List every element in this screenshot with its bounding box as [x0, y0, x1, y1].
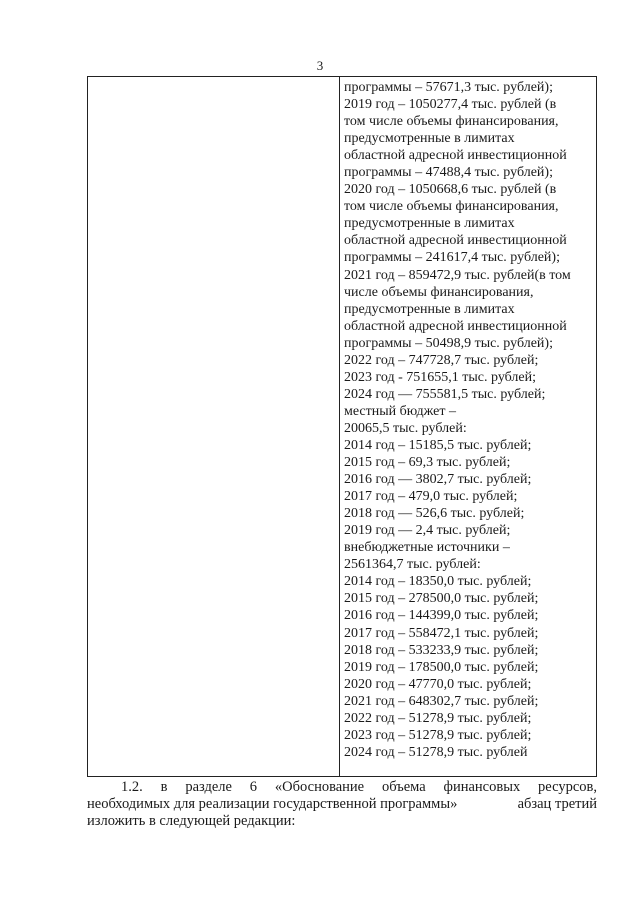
table-line: областной адресной инвестиционной: [344, 233, 567, 249]
paragraph-line-2-text: необходимых для реализации государственной программы»: [87, 796, 458, 812]
table-line: 2021 год – 859472,9 тыс. рублей(в том: [344, 267, 571, 283]
table-line: 20065,5 тыс. рублей:: [344, 420, 467, 436]
table-line: 2019 год — 2,4 тыс. рублей;: [344, 523, 511, 539]
table-line: 2561364,7 тыс. рублей:: [344, 557, 481, 573]
paragraph-1-2: [87, 779, 597, 796]
table-line: областной адресной инвестиционной: [344, 318, 567, 334]
table-line: 2017 год – 558472,1 тыс. рублей;: [344, 625, 539, 641]
table-line: 2017 год – 479,0 тыс. рублей;: [344, 489, 518, 505]
table-right-cell: [344, 79, 596, 761]
table-line: программы – 241617,4 тыс. рублей);: [344, 250, 560, 266]
table-line: 2015 год – 278500,0 тыс. рублей;: [344, 591, 539, 607]
table-line: 2022 год – 51278,9 тыс. рублей;: [344, 710, 532, 726]
table-line: 2018 год – 533233,9 тыс. рублей;: [344, 642, 539, 658]
paragraph-line-2: [87, 796, 597, 813]
table-line: 2019 год – 1050277,4 тыс. рублей (в: [344, 97, 557, 113]
table-line: 2022 год – 747728,7 тыс. рублей;: [344, 352, 539, 368]
table-line: 2014 год – 18350,0 тыс. рублей;: [344, 574, 532, 590]
table-line: числе объемы финансирования,: [344, 284, 534, 300]
table-line: 2014 год – 15185,5 тыс. рублей;: [344, 437, 532, 453]
table-line: 2020 год – 47770,0 тыс. рублей;: [344, 676, 532, 692]
table-line: 2016 год — 3802,7 тыс. рублей;: [344, 472, 532, 488]
table-line: 2016 год – 144399,0 тыс. рублей;: [344, 608, 539, 624]
table-line: том числе объемы финансирования,: [344, 199, 559, 215]
table-line: внебюджетные источники –: [344, 540, 510, 556]
table-line: 2015 год – 69,3 тыс. рублей;: [344, 455, 511, 471]
table-line: 2019 год – 178500,0 тыс. рублей;: [344, 659, 539, 675]
table-line: программы – 57671,3 тыс. рублей);: [344, 80, 553, 95]
table-line: программы – 47488,4 тыс. рублей);: [344, 165, 553, 181]
table-line: 2021 год – 648302,7 тыс. рублей;: [344, 693, 539, 709]
table-column-divider: [339, 77, 340, 776]
table-line: 2020 год – 1050668,6 тыс. рублей (в: [344, 182, 557, 198]
table-line: местный бюджет –: [344, 403, 456, 419]
page-number: 3: [316, 58, 324, 73]
table-line: 2023 год - 751655,1 тыс. рублей;: [344, 369, 537, 385]
table-line: 2018 год — 526,6 тыс. рублей;: [344, 506, 525, 522]
table-line: областной адресной инвестиционной: [344, 148, 567, 164]
table-line: программы – 50498,9 тыс. рублей);: [344, 335, 553, 351]
table-line: 2024 год — 755581,5 тыс. рублей;: [344, 386, 546, 402]
paragraph-line-2-tail: абзац третий: [517, 796, 597, 812]
table-line: предусмотренные в лимитах: [344, 301, 515, 317]
funding-table: [87, 76, 597, 777]
table-line: предусмотренные в лимитах: [344, 131, 515, 147]
table-line: том числе объемы финансирования,: [344, 114, 559, 130]
paragraph-1-2-text: 1.2. в разделе 6 «Обоснование объема финансовых ресурсов,: [121, 779, 597, 795]
table-line: предусмотренные в лимитах: [344, 216, 515, 232]
table-line: 2024 год – 51278,9 тыс. рублей: [344, 744, 528, 760]
paragraph-line-3: изложить в следующей редакции:: [87, 813, 296, 829]
table-line: 2023 год – 51278,9 тыс. рублей;: [344, 727, 532, 743]
